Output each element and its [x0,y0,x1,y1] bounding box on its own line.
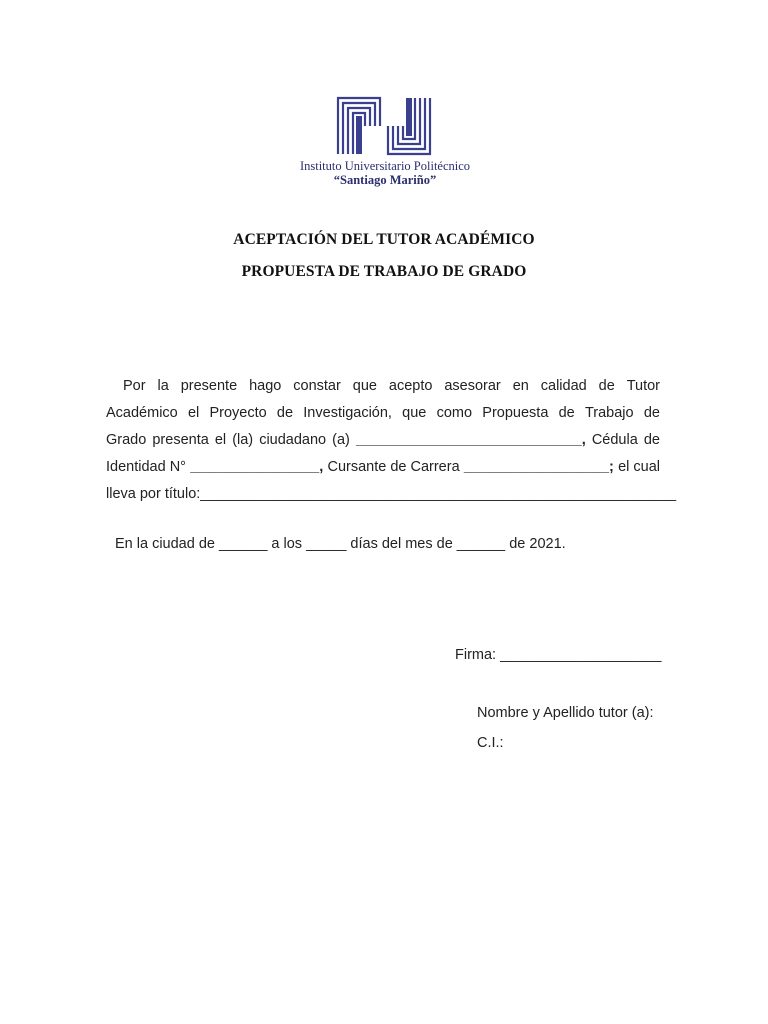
paragraph-line-3 [106,427,660,454]
paragraph-word: acepto [388,378,433,394]
career-blank-field[interactable]: __________________; [463,459,614,475]
iupsm-logo-mark-icon [336,96,432,156]
paragraph-word: la [157,378,169,394]
paragraph-word: Trabajo [584,405,634,421]
identity-blank-field[interactable]: ________________, [190,459,324,475]
city-date-line[interactable]: En la ciudad de ______ a los _____ días del mes de ______ de 2021. [115,536,566,552]
paragraph-word: el [187,405,200,421]
paragraph-line-5 [106,481,677,508]
paragraph-word: de [643,405,660,421]
paragraph-word: constar [293,378,341,394]
paragraph-word: el [214,432,227,448]
paragraph-word: de [643,432,660,448]
identity-label: Identidad N° [106,459,186,475]
paragraph-word: de [276,405,294,421]
logo-institution-name: Instituto Universitario Politécnico [299,159,471,173]
paragraph-word: Académico [106,405,178,421]
paragraph-word: presenta [152,432,209,448]
signature-field[interactable]: Firma: ____________________ [455,647,662,663]
paragraph-word: Grado [106,432,147,448]
paragraph-word: calidad [540,378,587,394]
paragraph-word: Investigación, [303,405,392,421]
paragraph-word: asesorar [444,378,501,394]
paragraph-word: ciudadano [259,432,327,448]
paragraph-word: que [352,378,377,394]
paragraph-line-1 [106,373,660,400]
tutor-name-label: Nombre y Apellido tutor (a): [477,705,654,721]
career-label: Cursante de Carrera [327,459,460,475]
citizen-name-blank-field[interactable]: ____________________________, [355,432,586,448]
institution-logo [290,94,480,190]
document-subtitle: PROPUESTA DE TRABAJO DE GRADO [241,263,527,280]
line4-tail: el cual [618,459,660,475]
paragraph-word: Por [123,378,146,394]
paragraph-line-2 [106,400,660,427]
paragraph-word: de [558,405,575,421]
paragraph-word: presente [180,378,238,394]
paragraph-word: (a) [332,432,350,448]
paragraph-line-4 [106,454,660,481]
paragraph-word: como [436,405,473,421]
paragraph-word: en [512,378,529,394]
logo-institution-subname: “Santiago Mariño” [333,173,437,187]
paragraph-word: de [598,378,615,394]
thesis-title-field[interactable]: lleva por título:___________________________________________________________ [106,486,677,502]
body-paragraph [106,373,677,508]
tutor-id-label: C.I.: [477,735,504,751]
paragraph-word: Propuesta [482,405,549,421]
paragraph-word: Proyecto [209,405,267,421]
paragraph-word: hago [249,378,282,394]
paragraph-word: Cédula [591,432,638,448]
paragraph-word: que [402,405,427,421]
document-title: ACEPTACIÓN DEL TUTOR ACADÉMICO [233,231,535,248]
paragraph-word: Tutor [626,378,660,394]
paragraph-word: (la) [232,432,254,448]
